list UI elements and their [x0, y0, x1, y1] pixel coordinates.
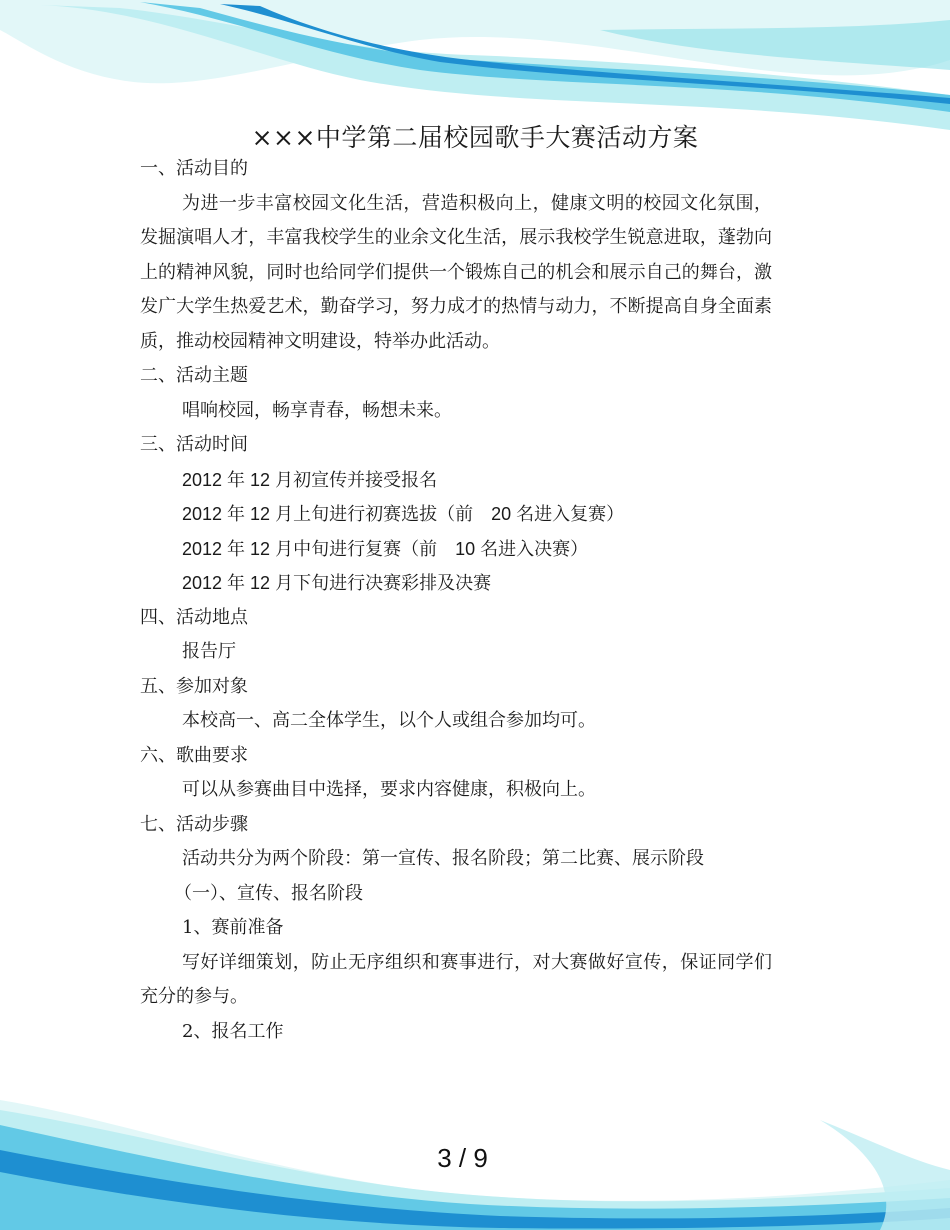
schedule-item: 2012 年 12 月下旬进行决赛彩排及决赛 — [182, 573, 492, 593]
page-number: 3 / 9 — [437, 1143, 488, 1173]
signup-heading: 2、报名工作 — [182, 1020, 284, 1042]
participants-text: 本校高一、高二全体学生，以个人或组合参加均可。 — [182, 710, 596, 731]
purpose-paragraph: 为进一步丰富校园文化生活，营造积极向上，健康文明的校园文化氛围，发掘演唱人才，丰富我校学生的业余文化生活，展示我校学生锐意进取，蓬勃向上的精神风貌，同时也给同学们提供一个锻炼自己的机会和展示自己的舞台，激发广大学生热爱艺术，勤奋学习，努力成才的热情与动力，不断提高自身全面素质，推动校园精神文明建设，特举办此活动。 — [140, 192, 772, 352]
schedule-item: 2012 年 12 月初宣传并接受报名 — [182, 469, 438, 490]
section-heading: 二、活动主题 — [140, 365, 248, 386]
section-heading: 一、活动目的 — [140, 158, 248, 179]
schedule-item: 2012 年 12 月中旬进行复赛（前 10 名进入决赛） — [182, 538, 589, 559]
section-heading: 七、活动步骤 — [140, 813, 248, 835]
section-heading: 三、活动时间 — [140, 434, 248, 455]
page-title: ×××中学第二届校园歌手大赛活动方案 — [251, 123, 699, 152]
prep-heading: 1、赛前准备 — [182, 917, 284, 938]
schedule-item: 2012 年 12 月上旬进行初赛选拔（前 20 名进入复赛） — [182, 504, 625, 524]
theme-text: 唱响校园，畅享青春，畅想未来。 — [182, 399, 452, 421]
steps-intro: 活动共分为两个阶段：第一宣传、报名阶段；第二比赛、展示阶段 — [182, 848, 704, 869]
section-heading: 五、参加对象 — [140, 675, 248, 697]
song-requirement-text: 可以从参赛曲目中选择，要求内容健康，积极向上。 — [182, 779, 596, 800]
document-body — [140, 152, 772, 1049]
section-heading: 六、歌曲要求 — [140, 744, 248, 766]
prep-paragraph: 写好详细策划，防止无序组织和赛事进行，对大赛做好宣传，保证同学们充分的参与。 — [140, 951, 772, 1007]
stage-one-heading: （一）、宣传、报名阶段 — [174, 882, 363, 904]
venue-text: 报告厅 — [182, 641, 236, 662]
section-heading: 四、活动地点 — [140, 606, 248, 628]
